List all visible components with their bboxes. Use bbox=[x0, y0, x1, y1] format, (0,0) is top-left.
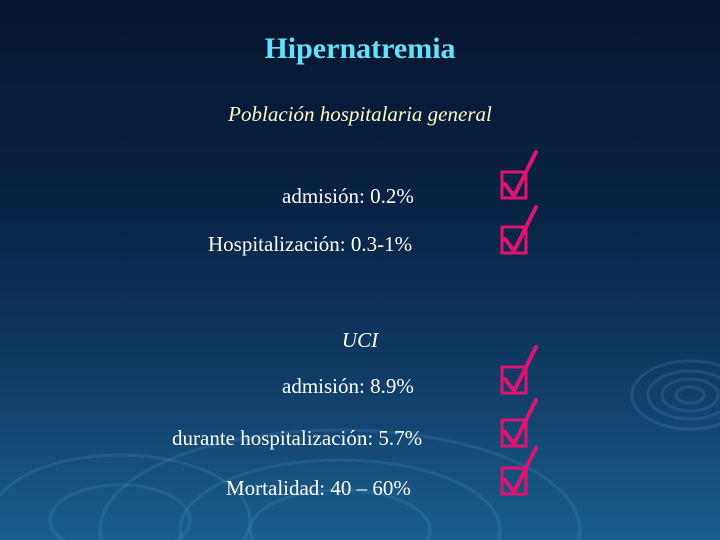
uci-hospitalization-stat: durante hospitalización: 5.7% bbox=[172, 426, 423, 450]
slide-subtitle: Población hospitalaria general bbox=[228, 102, 492, 126]
uci-heading: UCI bbox=[341, 328, 379, 352]
uci-admission-stat: admisión: 8.9% bbox=[282, 374, 414, 398]
checkmark-box-icon bbox=[500, 205, 540, 257]
uci-mortality-stat: Mortalidad: 40 – 60% bbox=[226, 476, 411, 500]
general-hospitalization-stat: Hospitalización: 0.3-1% bbox=[208, 232, 413, 256]
checkmark-box-icon bbox=[500, 398, 540, 450]
checkmark-box-icon bbox=[500, 150, 540, 202]
checkmark-box-icon bbox=[500, 345, 540, 397]
slide-title: Hipernatremia bbox=[264, 32, 456, 65]
checkmark-box-icon bbox=[500, 446, 540, 498]
general-admission-stat: admisión: 0.2% bbox=[282, 184, 414, 208]
